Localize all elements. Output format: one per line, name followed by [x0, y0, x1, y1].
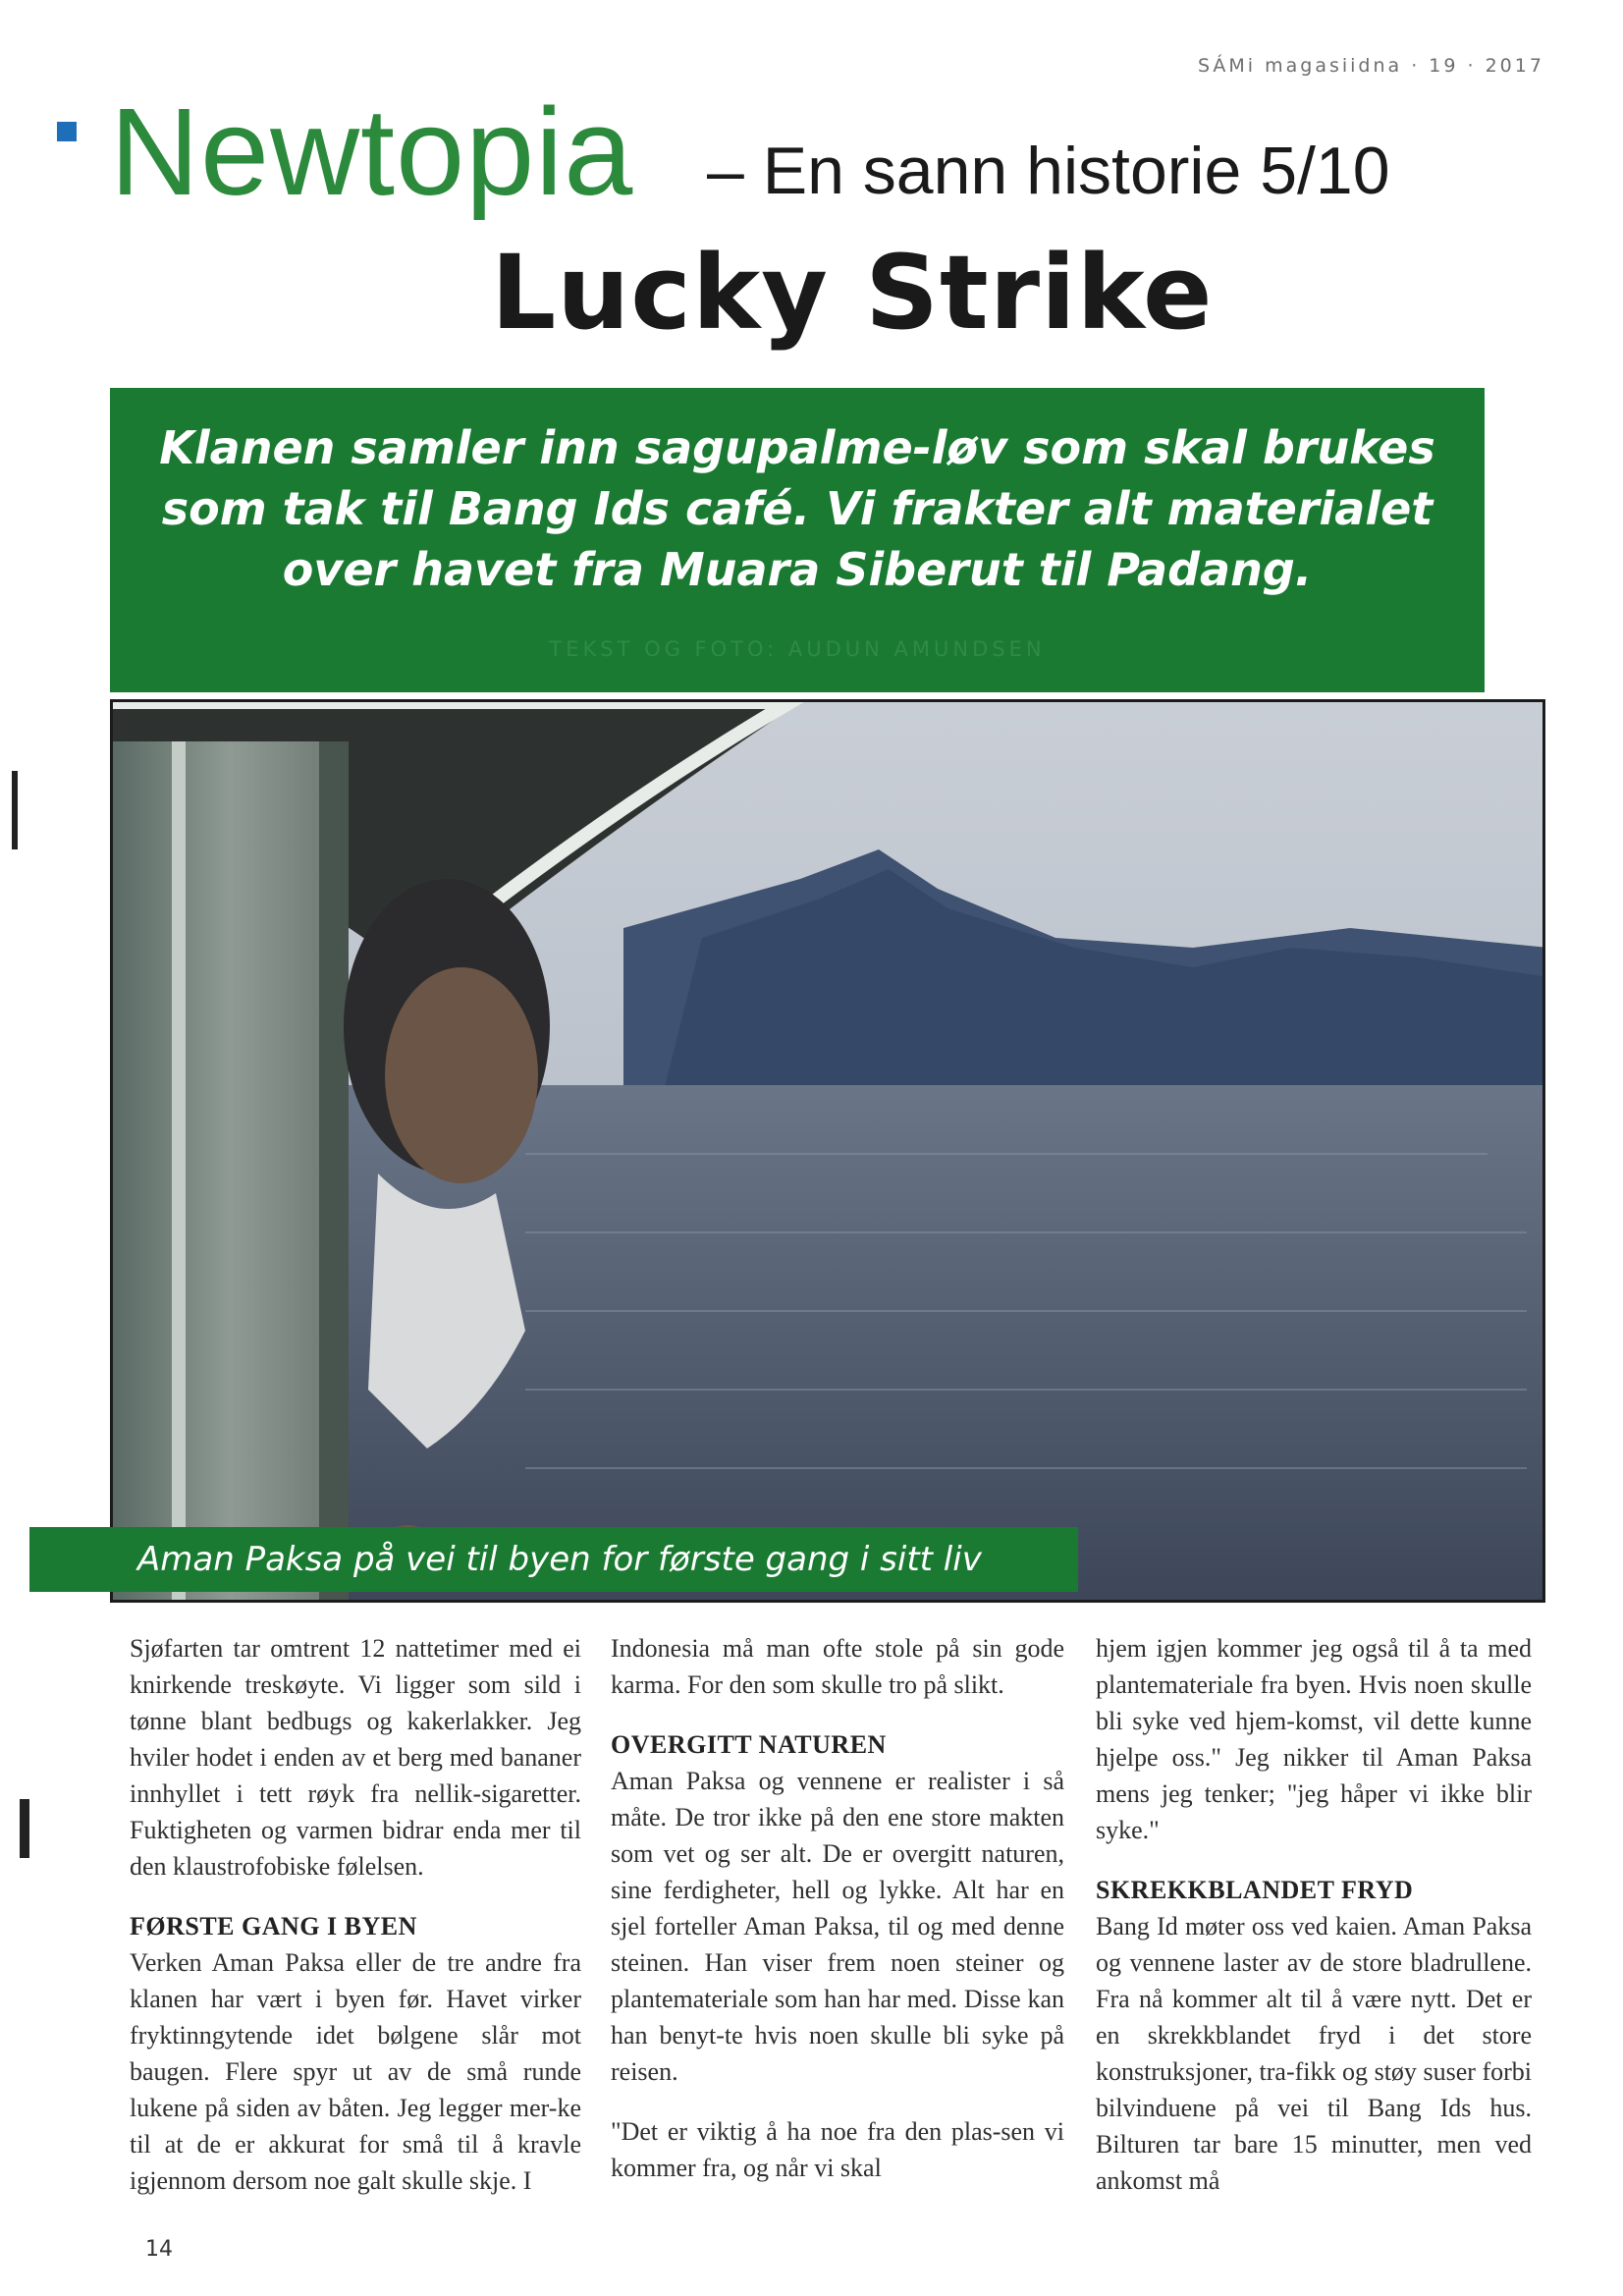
lead-banner [110, 388, 1485, 692]
byline: TEKST OG FOTO: AUDUN AMUNDSEN [549, 637, 1046, 661]
publication-line: SÁMi magasiidna · 19 · 2017 [1198, 55, 1544, 77]
margin-mark-bottom [20, 1799, 29, 1858]
article-column-2 [611, 1630, 1064, 2186]
margin-mark-top [12, 771, 18, 849]
paragraph: Bang Id møter oss ved kaien. Aman Paksa og vennene laster av de store bladrullene. Fra nå kommer alt til å være nytt. Det er en skrekkblandet fryd i det store konstruksjoner, tra-fikk og støy suser forbi bilvinduene på vei til Bang Ids hus. Bilturen tar bare 15 minutter, men ved ankomst må [1096, 1912, 1532, 2195]
section-heading: FØRSTE GANG I BYEN [130, 1912, 417, 1941]
paragraph: hjem igjen kommer jeg også til å ta med plantemateriale fra byen. Hvis noen skulle bli syke ved hjem-komst, vil dette kunne hjelpe oss." Jeg nikker til Aman Paksa mens jeg tenker; "jeg håper vi ikke blir syke." [1096, 1634, 1532, 1844]
paragraph: Verken Aman Paksa eller de tre andre fra klanen har vært i byen før. Havet virker fryktinngytende idet bølgene slår mot baugen. Flere spyr ut av de små runde lukene på siden av båten. Jeg legger mer-ke til at de er akkurat for små til å kravle igjennom dersom noe galt skulle skje. I [130, 1948, 581, 2195]
page-number: 14 [145, 2237, 173, 2262]
section-heading: OVERGITT NATUREN [611, 1730, 887, 1759]
paragraph: Sjøfarten tar omtrent 12 nattetimer med ei knirkende treskøyte. Vi ligger som sild i tønne blant bedbugs og kakerlakker. Jeg hviler hodet i enden av et berg med bananer innhyllet i tett røyk fra nellik-sigaretter. Fuktigheten og varmen bidrar enda mer til den klaustrofobiske følelsen. [130, 1634, 581, 1881]
brand-title: Newtopia [110, 82, 634, 221]
lead-text: Klanen samler inn sagupalme-løv som skal brukes som tak til Bang Ids café. Vi frakter alt materialet over havet fra Muara Siberut til Padang. [159, 421, 1435, 596]
article-photo [110, 699, 1545, 1603]
article-title: Lucky Strike [491, 233, 1214, 353]
article-column-3 [1096, 1630, 1532, 2199]
article-column-1 [130, 1630, 581, 2199]
paragraph: Indonesia må man ofte stole på sin gode karma. For den som skulle tro på slikt. [611, 1634, 1064, 1699]
photo-caption: Aman Paksa på vei til byen for første gang i sitt liv [137, 1540, 982, 1579]
section-heading: SKREKKBLANDET FRYD [1096, 1876, 1414, 1904]
brand-square-icon [57, 122, 77, 141]
ferry-sea-illustration [113, 702, 1545, 1603]
paragraph: "Det er viktig å ha noe fra den plas-sen vi kommer fra, og når vi skal [611, 2117, 1064, 2182]
series-subtitle: – En sann historie 5/10 [707, 134, 1390, 208]
paragraph: Aman Paksa og vennene er realister i så måte. De tror ikke på den ene store makten som vet og ser alt. De er overgitt naturen, sine ferdigheter, hell og lykke. Alt har en sjel forteller Aman Paksa, til og med denne steinen. Han viser frem noen steiner og plantemateriale som han har med. Disse kan han benyt-te hvis noen skulle bli syke på reisen. [611, 1767, 1064, 2086]
photo-caption-bar [29, 1527, 1078, 1592]
